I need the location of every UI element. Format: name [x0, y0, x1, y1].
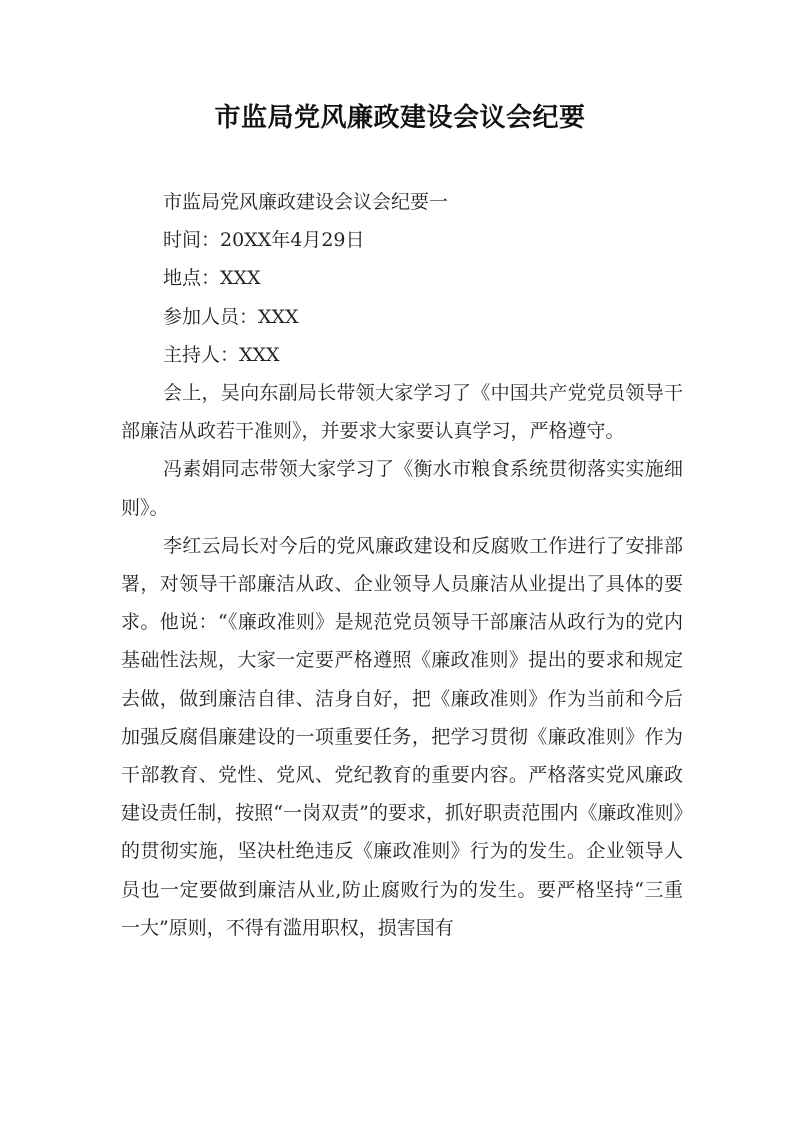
meeting-time: 时间：20XX年4月29日	[163, 229, 365, 252]
meeting-location: 地点：XXX	[163, 267, 261, 290]
minutes-subtitle: 市监局党风廉政建设会议会纪要一	[163, 191, 449, 213]
meeting-attendees: 参加人员：XXX	[163, 305, 299, 328]
paragraph-study-rules: 冯素娟同志带领大家学习了《衡水市粮食系统贯彻落实实施细则》。	[121, 458, 683, 519]
paragraph-director-remarks: 李红云局长对今后的党风廉政建设和反腐败工作进行了安排部署，对领导干部廉洁从政、企业领导人员廉洁从业提出了具体的要求。他说：“《廉政准则》是规范党员领导干部廉洁从政行为的党内基础性法规，大家一定要严格遵照《廉政准则》提出的要求和规定去做，做到廉洁自律、洁身自好，把《廉政准则》作为当前和今后加强反腐倡廉建设的一项重要任务，把学习贯彻《廉政准则》作为干部教育、党性、党风、党纪教育的重要内容。严格落实党风廉政建设责任制，按照“一岗双责”的要求，抓好职责范围内《廉政准则》的贯彻实施，坚决杜绝违反《廉政准则》行为的发生。企业领导人员也一定要做到廉洁从业,防止腐败行为的发生。要严格坚持“三重一大”原则，不得有滥用职权，损害国有	[121, 534, 683, 939]
paragraph-study-guidelines: 会上，吴向东副局长带领大家学习了《中国共产党党员领导干部廉洁从政若干准则》，并要求大家要认真学习，严格遵守。	[121, 382, 683, 443]
document-body	[121, 183, 683, 947]
document-title: 市监局党风廉政建设会议会纪要	[214, 103, 586, 133]
meeting-host: 主持人：XXX	[163, 343, 280, 366]
